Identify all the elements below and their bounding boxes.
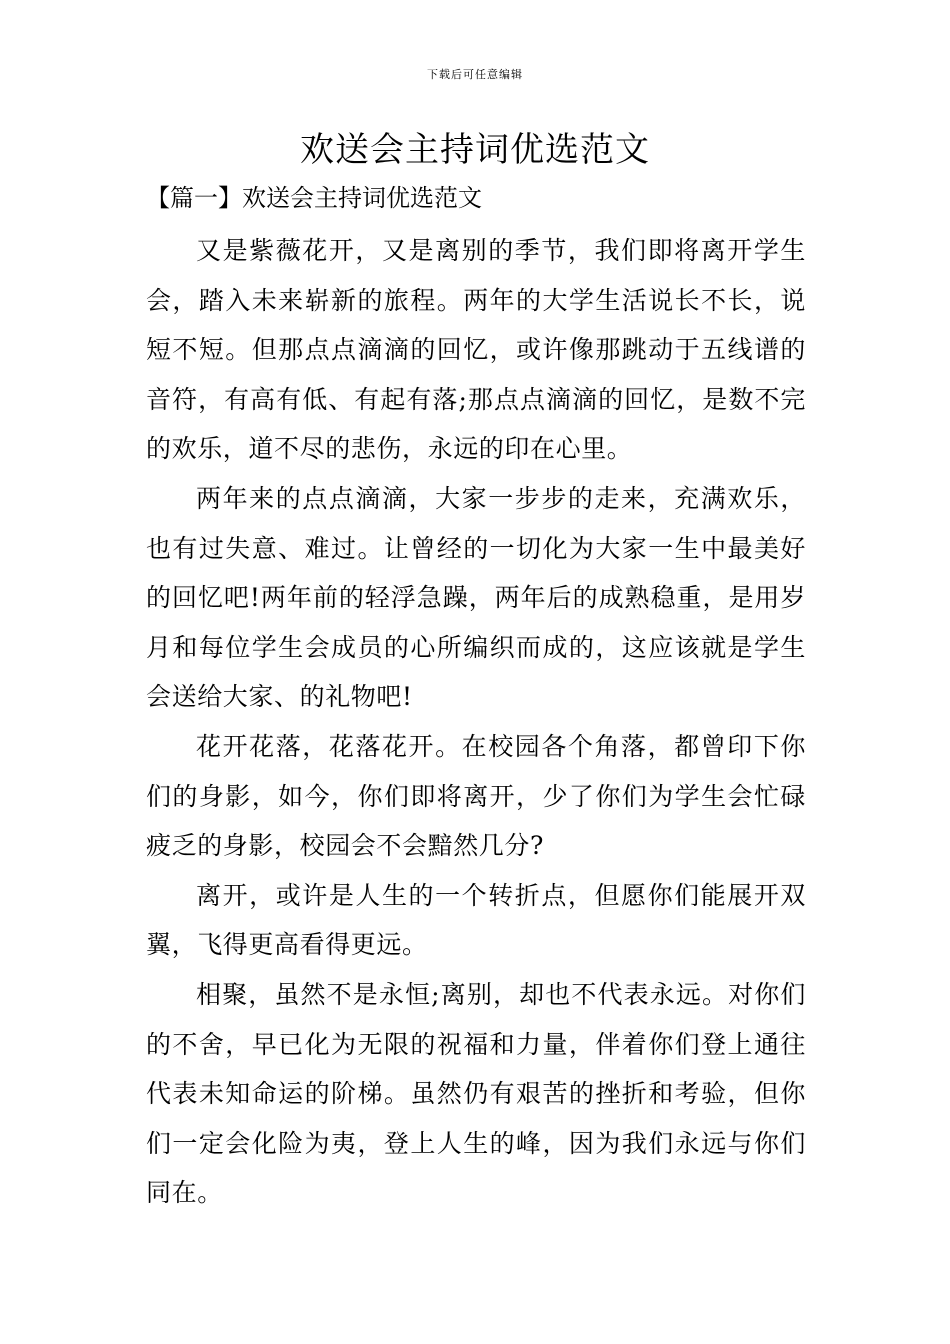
paragraph: 又是紫薇花开，又是离别的季节，我们即将离开学生会，踏入未来崭新的旅程。两年的大学生活说长不长，说短不短。但那点点滴滴的回忆，或许像那跳动于五线谱的音符，有高有低、有起有落;那点点滴滴的回忆，是数不完的欢乐，道不尽的悲伤，永远的印在心里。 [146, 236, 806, 464]
header-note: 下载后可任意编辑 [427, 68, 523, 81]
paragraph: 两年来的点点滴滴，大家一步步的走来，充满欢乐，也有过失意、难过。让曾经的一切化为大家一生中最美好的回忆吧!两年前的轻浮急躁，两年后的成熟稳重，是用岁月和每位学生会成员的心所编织而成的，这应该就是学生会送给大家、的礼物吧! [146, 483, 806, 712]
section-heading: 【篇一】欢送会主持词优选范文 [146, 184, 482, 212]
body-text [146, 226, 806, 1218]
paragraph: 花开花落，花落花开。在校园各个角落，都曾印下你们的身影，如今，你们即将离开，少了你们为学生会忙碌疲乏的身影，校园会不会黯然几分? [146, 731, 806, 861]
paragraph: 相聚，虽然不是永恒;离别，却也不代表永远。对你们的不舍，早已化为无限的祝福和力量，伴着你们登上通往代表未知命运的阶梯。虽然仍有艰苦的挫折和考验，但你们一定会化险为夷，登上人生的峰，因为我们永远与你们同在。 [146, 979, 806, 1208]
paragraph: 离开，或许是人生的一个转折点，但愿你们能展开双翼，飞得更高看得更远。 [146, 880, 806, 960]
document-title: 欢送会主持词优选范文 [300, 130, 650, 170]
